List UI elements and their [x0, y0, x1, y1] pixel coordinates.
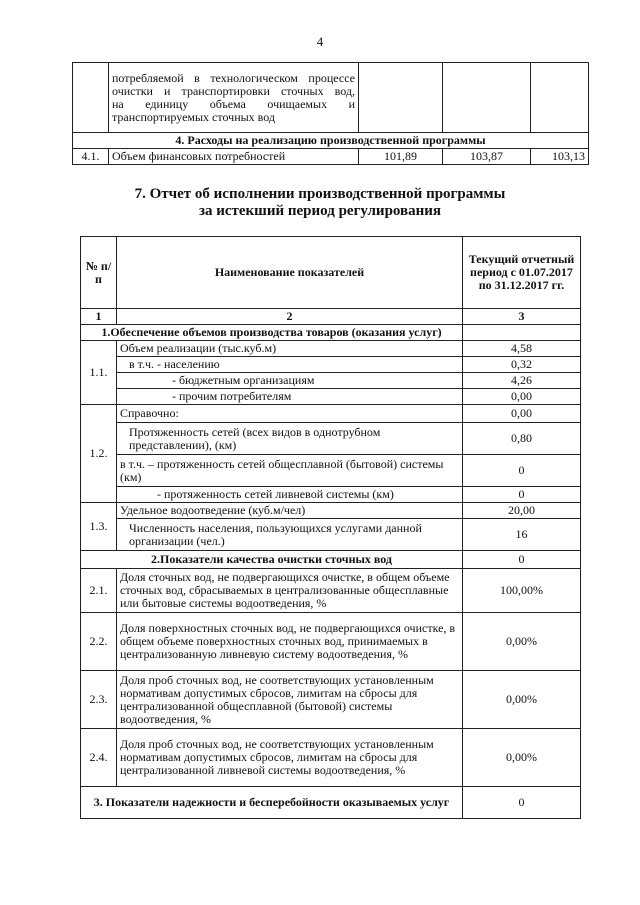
section1-title: 1.Обеспечение объемов производства товаров (оказания услуг)	[81, 325, 463, 341]
row-1-2-storm-value: 0	[463, 487, 581, 503]
row-4-1-v1: 101,89	[359, 149, 443, 165]
row-2-3-label: Доля проб сточных вод, не соответствующих установленным нормативам допустимых сбросов, лимитам на сбросы для централизованной общесплавной (бытовой) системы водоотведения, %	[117, 671, 463, 729]
continued-v1	[359, 63, 443, 133]
row-1-1-budget-label: - бюджетным организациям	[117, 373, 463, 389]
row-1-3-population-value: 16	[463, 519, 581, 551]
continued-line: очистки и транспортировки сточных вод,	[112, 83, 355, 98]
row-1-1-pop-value: 0,32	[463, 357, 581, 373]
report-table	[80, 236, 581, 819]
continued-num-cell	[73, 63, 109, 133]
row-4-1-label: Объем финансовых потребностей	[109, 149, 359, 165]
row-2-2-label: Доля поверхностных сточных вод, не подвергающихся очистке, в общем объеме поверхностных сточных вод, принимаемых в централизованную ливневую систему водоотведения, %	[117, 613, 463, 671]
continued-line: потребляемой в технологическом процессе	[112, 70, 355, 85]
row-1-1-pop-label: в т.ч. - населению	[117, 357, 463, 373]
continued-line: транспортируемых сточных вод	[112, 109, 276, 124]
page-number: 4	[316, 34, 324, 49]
row-1-1-other-label: - прочим потребителям	[117, 389, 463, 405]
row-4-1-num: 4.1.	[73, 149, 109, 165]
row-1-2-combined-value: 0	[463, 455, 581, 487]
row-1-2-num: 1.2.	[81, 405, 117, 503]
row-2-3-value: 0,00%	[463, 671, 581, 729]
row-2-3-num: 2.3.	[81, 671, 117, 729]
row-2-1-value: 100,00%	[463, 569, 581, 613]
section2-title: 2.Показатели качества очистки сточных вод	[81, 551, 463, 569]
row-2-4-value: 0,00%	[463, 729, 581, 787]
row-1-2-combined-label: в т.ч. – протяженность сетей общесплавной (бытовой) системы (км)	[117, 455, 463, 487]
row-1-2-length-value: 0,80	[463, 423, 581, 455]
row-1-1-budget-value: 4,26	[463, 373, 581, 389]
header-name: Наименование показателей	[117, 237, 463, 309]
section4-title: 4. Расходы на реализацию производственной программы	[73, 133, 589, 149]
continued-text-cell	[109, 63, 359, 133]
row-2-1-label: Доля сточных вод, не подвергающихся очистке, в общем объеме сточных вод, сбрасываемых в централизованные общесплавные или бытовые системы водоотведения, %	[117, 569, 463, 613]
row-4-1-v2: 103,87	[443, 149, 531, 165]
row-1-3-specific-value: 20,00	[463, 503, 581, 519]
section1-value	[463, 325, 581, 341]
row-2-2-num: 2.2.	[81, 613, 117, 671]
section3-value: 0	[463, 787, 581, 819]
col-number-2: 2	[117, 309, 463, 325]
row-1-1-other-value: 0,00	[463, 389, 581, 405]
row-1-2-storm-label: - протяженность сетей ливневой системы (км)	[117, 487, 463, 503]
header-period: Текущий отчетный период с 01.07.2017 по 31.12.2017 гг.	[463, 237, 581, 309]
continued-line: на единицу объема очищаемых и	[112, 96, 355, 111]
row-1-2-length-label: Протяженность сетей (всех видов в однотрубном представлении), (км)	[117, 423, 463, 455]
row-1-1-num: 1.1.	[81, 341, 117, 405]
continued-v2	[443, 63, 531, 133]
section2-value: 0	[463, 551, 581, 569]
row-2-2-value: 0,00%	[463, 613, 581, 671]
row-1-3-num: 1.3.	[81, 503, 117, 551]
row-1-3-specific-label: Удельное водоотведение (куб.м/чел)	[117, 503, 463, 519]
row-2-4-label: Доля проб сточных вод, не соответствующих установленным нормативам допустимых сбросов, лимитам на сбросы для централизованной ливневой системы водоотведения, %	[117, 729, 463, 787]
continued-table	[72, 62, 589, 165]
heading-line-1: 7. Отчет об исполнении производственной программы	[134, 186, 506, 202]
row-1-1-label: Объем реализации (тыс.куб.м)	[117, 341, 463, 357]
section3-title: 3. Показатели надежности и бесперебойности оказываемых услуг	[81, 787, 463, 819]
section-heading	[0, 186, 640, 220]
header-num: № п/п	[81, 237, 117, 309]
row-4-1-v3: 103,13	[531, 149, 589, 165]
col-number-3: 3	[463, 309, 581, 325]
row-1-1-value: 4,58	[463, 341, 581, 357]
row-1-2-ref-value: 0,00	[463, 405, 581, 423]
row-1-2-ref-label: Справочно:	[117, 405, 463, 423]
continued-v3	[531, 63, 589, 133]
row-2-4-num: 2.4.	[81, 729, 117, 787]
row-1-3-population-label: Численность населения, пользующихся услугами данной организации (чел.)	[117, 519, 463, 551]
row-2-1-num: 2.1.	[81, 569, 117, 613]
col-number-1: 1	[81, 309, 117, 325]
heading-line-2: за истекший период регулирования	[198, 203, 442, 219]
